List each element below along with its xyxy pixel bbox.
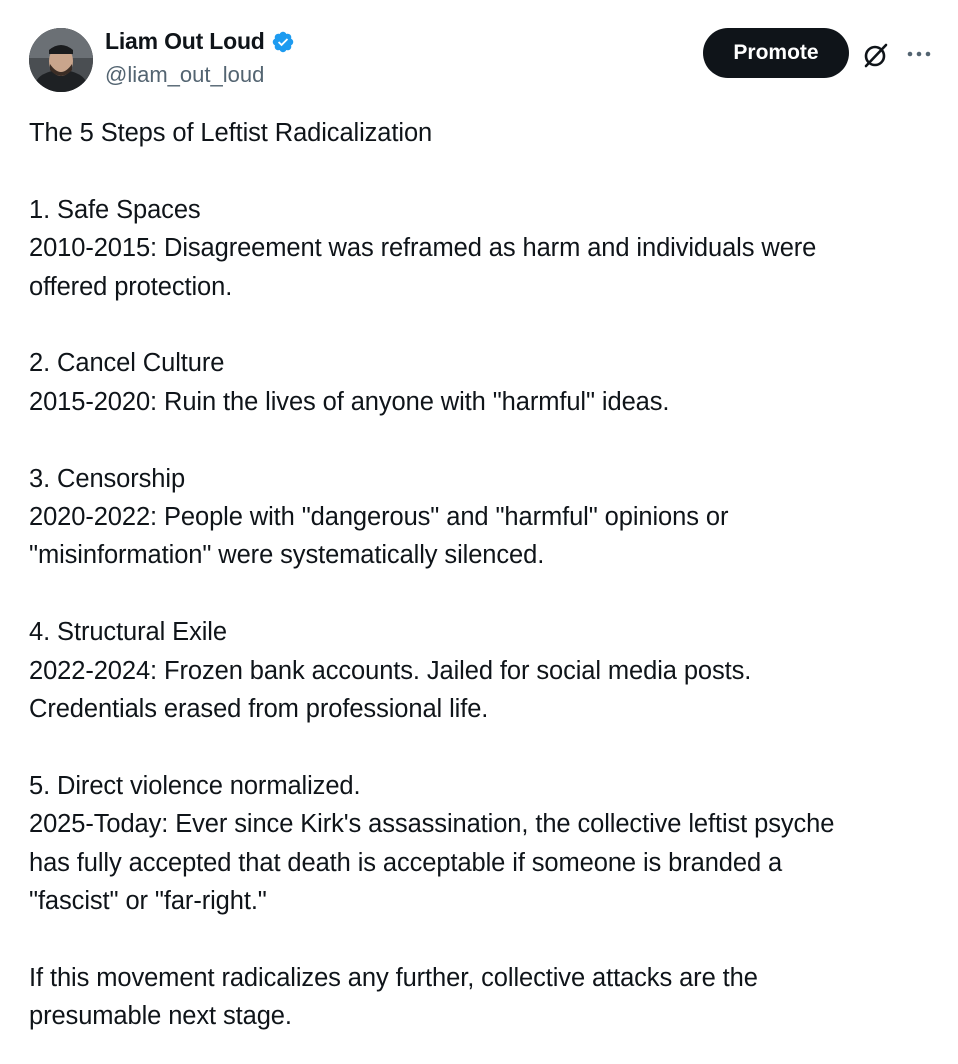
line-gap [29, 152, 939, 190]
line-gap [29, 575, 939, 613]
step5-heading: 5. Direct violence normalized. [29, 771, 361, 800]
step5-text-line: "fascist" or "far-right." [29, 887, 267, 916]
closing-text-line: presumable next stage. [29, 1002, 292, 1031]
line-gap [29, 421, 939, 459]
promote-button[interactable]: Promote [703, 28, 849, 78]
step5-text-line: 2025-Today: Ever since Kirk's assassination, the collective leftist psyche [29, 810, 835, 839]
author-name-row [105, 28, 295, 55]
step2-heading: 2. Cancel Culture [29, 349, 225, 378]
post-text [29, 114, 939, 1036]
grok-icon[interactable] [862, 41, 890, 69]
step4-text-line: Credentials erased from professional life. [29, 695, 489, 724]
step5-text-line: has fully accepted that death is acceptable if someone is branded a [29, 848, 783, 877]
post-title: The 5 Steps of Leftist Radicalization [29, 119, 433, 147]
step1-heading: 1. Safe Spaces [29, 195, 201, 224]
step4-text-line: 2022-2024: Frozen bank accounts. Jailed for social media posts. [29, 656, 752, 685]
verified-badge-icon[interactable] [271, 30, 295, 54]
step3-text-line: "misinformation" were systematically silenced. [29, 541, 545, 570]
step1-text-line: offered protection. [29, 272, 233, 301]
line-gap [29, 306, 939, 344]
closing-text-line: If this movement radicalizes any further, collective attacks are the [29, 963, 758, 992]
step4-heading: 4. Structural Exile [29, 618, 227, 647]
line-gap [29, 920, 939, 958]
author-handle[interactable]: @liam_out_loud [105, 62, 265, 87]
avatar[interactable] [29, 28, 93, 92]
step1-text-line: 2010-2015: Disagreement was reframed as harm and individuals were [29, 234, 817, 263]
step3-text-line: 2020-2022: People with "dangerous" and "harmful" opinions or [29, 503, 729, 532]
step3-heading: 3. Censorship [29, 464, 186, 493]
more-icon[interactable] [904, 42, 934, 66]
step2-text-line: 2015-2020: Ruin the lives of anyone with "harmful" ideas. [29, 387, 670, 416]
author-display-name[interactable]: Liam Out Loud [105, 28, 265, 54]
line-gap [29, 728, 939, 766]
avatar-image [29, 28, 93, 92]
